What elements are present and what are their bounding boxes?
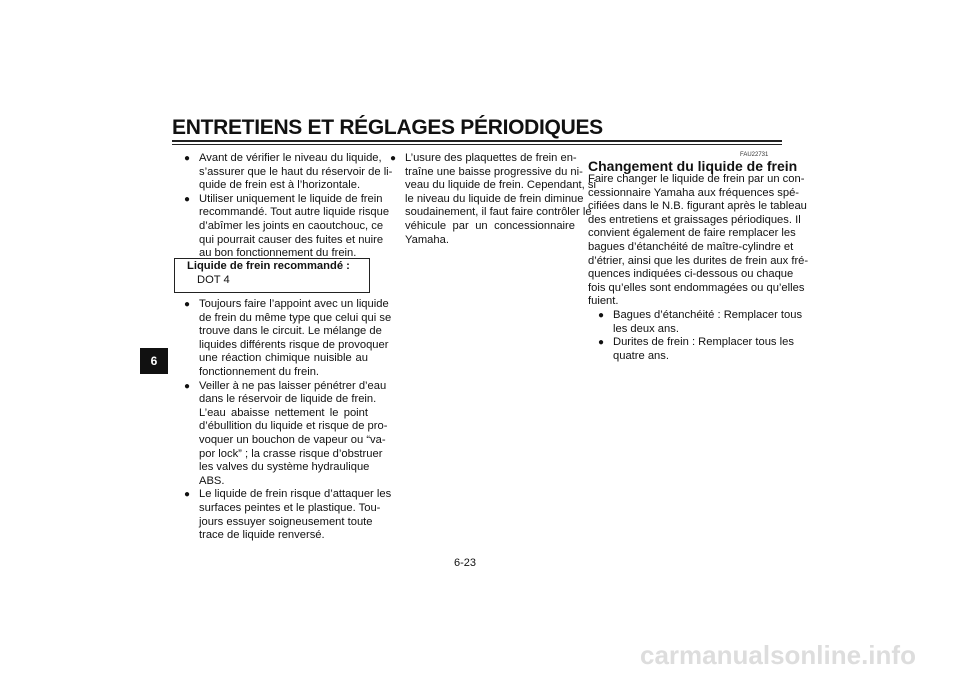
text-line: cifiées dans le N.B. figurant après le tableau — [588, 200, 807, 213]
middle-bullets — [390, 152, 596, 247]
right-bullets — [598, 309, 803, 363]
header-rule-thin — [172, 144, 782, 145]
text-line: les deux ans. — [613, 322, 679, 335]
page-number: 6-23 — [454, 557, 477, 569]
bullet-icon: ● — [184, 153, 191, 164]
text-line: d’abîmer les joints en caoutchouc, ce — [199, 219, 384, 232]
bullet-icon: ● — [184, 489, 191, 501]
section-heading: Changement du liquide de frein — [588, 158, 798, 174]
text-line: recommandé. Tout autre liquide risque — [199, 206, 390, 219]
text-line: Avant de vérifier le niveau du liquide, — [199, 152, 382, 164]
bullet-item — [390, 152, 596, 247]
text-line: soudainement, il faut faire contrôler le — [405, 206, 592, 219]
text-line: Toujours faire l’appoint avec un liquide — [199, 298, 389, 310]
text-line: dans le réservoir de liquide de frein. — [199, 393, 377, 406]
text-line: ABS. — [199, 474, 225, 487]
bullet-item — [184, 488, 392, 542]
bullet-item — [184, 192, 390, 261]
text-line: fonctionnement du frein. — [199, 365, 320, 378]
text-line: bagues d’étanchéité de maître-cylindre et — [588, 240, 794, 253]
text-line: véhicule par un concessionnaire — [405, 219, 575, 232]
bullet-item — [598, 309, 803, 336]
reference-code: FAU22731 — [740, 152, 769, 158]
text-line: traîne une baisse progressive du ni- — [405, 165, 583, 178]
bullet-icon: ● — [184, 193, 191, 205]
text-line: fuient. — [588, 295, 619, 308]
text-line: Veiller à ne pas laisser pénétrer d’eau — [199, 379, 387, 392]
text-line: quide de frein est à l’horizontale. — [199, 179, 361, 192]
text-line: Yamaha. — [405, 233, 449, 246]
text-line: L’usure des plaquettes de frein en- — [405, 152, 577, 164]
bullet-item — [184, 379, 388, 489]
bullet-item — [598, 336, 794, 363]
box-value: DOT 4 — [197, 273, 230, 286]
text-line: Faire changer le liquide de frein par un con- — [588, 173, 805, 185]
text-line: le niveau du liquide de frein diminue — [405, 192, 584, 205]
text-line: liquides différents risque de provoquer — [199, 338, 389, 351]
text-line: s’assurer que le haut du réservoir de li- — [199, 165, 393, 178]
text-line: Utiliser uniquement le liquide de frein — [199, 192, 383, 205]
text-line: quatre ans. — [613, 349, 669, 362]
bullet-item — [184, 298, 392, 380]
text-line: les valves du système hydraulique — [199, 461, 370, 474]
watermark: carmanualsonline.info — [640, 640, 916, 670]
text-line: veau du liquide de frein. Cependant, si — [405, 179, 596, 192]
text-line: convient également de faire remplacer les — [588, 227, 796, 240]
chapter-tab: 6 — [140, 348, 168, 374]
text-line: des entretiens et graissages périodiques. Il — [588, 213, 801, 226]
right-paragraph — [588, 173, 809, 309]
text-line: fois qu’elles sont endommagées ou qu’elles — [588, 281, 805, 294]
left-bullets-bottom — [184, 298, 392, 543]
bullet-item — [184, 152, 393, 193]
box-label: Liquide de frein recommandé : — [187, 260, 350, 272]
text-line: Le liquide de frein risque d’attaquer les — [199, 488, 392, 501]
recommended-fluid-box — [174, 258, 370, 293]
bullet-icon: ● — [184, 380, 191, 392]
bullet-icon: ● — [598, 337, 605, 349]
text-line: L’eau abaisse nettement le point — [199, 406, 368, 419]
text-line: d’ébullition du liquide et risque de pro- — [199, 420, 388, 433]
text-line: Bagues d’étanchéité : Remplacer tous — [613, 309, 803, 321]
text-line: d’étrier, ainsi que les durites de frein aux fré- — [588, 254, 809, 267]
header-rule-thick — [172, 140, 782, 142]
text-line: Durites de frein : Remplacer tous les — [613, 336, 794, 349]
text-line: au bon fonctionnement du frein. — [199, 247, 357, 260]
left-bullets-top — [184, 152, 393, 261]
text-line: voquer un bouchon de vapeur ou “va- — [199, 433, 386, 446]
text-line: por lock” ; la crasse risque d’obstruer — [199, 447, 383, 460]
bullet-icon: ● — [184, 299, 191, 310]
text-line: cessionnaire Yamaha aux fréquences spé- — [588, 186, 800, 199]
bullet-icon: ● — [390, 153, 397, 164]
text-line: trouve dans le circuit. Le mélange de — [199, 325, 382, 338]
text-line: surfaces peintes et le plastique. Tou- — [199, 501, 381, 514]
bullet-icon: ● — [598, 310, 605, 321]
text-line: quences indiquées ci-dessous ou chaque — [588, 268, 794, 281]
text-line: trace de liquide renversé. — [199, 529, 325, 542]
page-title: ENTRETIENS ET RÉGLAGES PÉRIODIQUES — [172, 116, 603, 139]
text-line: qui pourrait causer des fuites et nuire — [199, 233, 384, 246]
text-line: jours essuyer soigneusement toute — [199, 515, 373, 528]
text-line: de frein du même type que celui qui se — [199, 311, 392, 324]
text-line: une réaction chimique nuisible au — [199, 352, 368, 365]
